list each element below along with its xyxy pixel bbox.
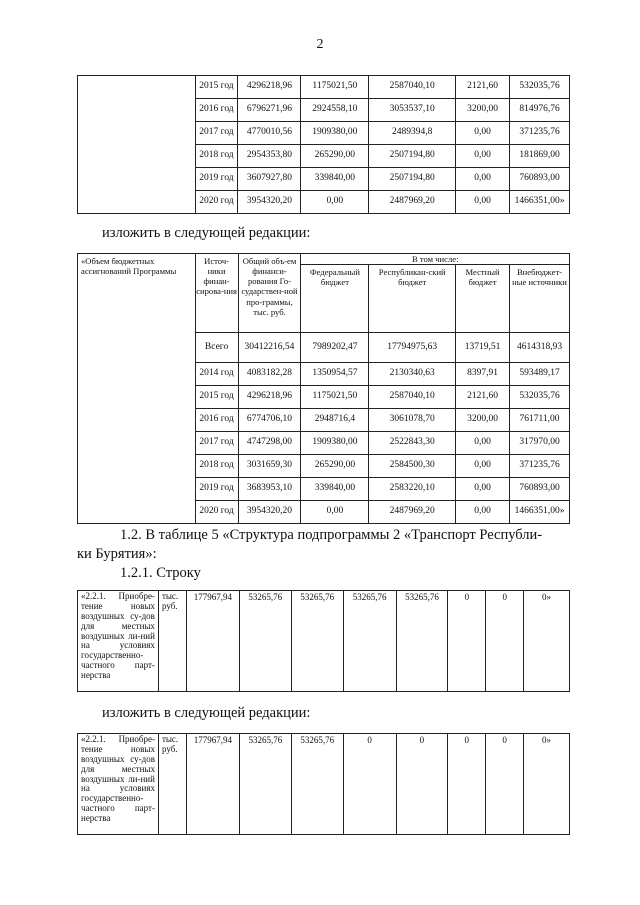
value-cell: 0 — [343, 734, 396, 835]
value-cell: 0 — [448, 591, 486, 692]
total-cell: 6774706,10 — [238, 409, 301, 432]
header-total: Общий объ-ем финанси-рования Го-сударствен-ной про-граммы, тыс. руб. — [238, 254, 301, 333]
value-cell: 53265,76 — [239, 591, 291, 692]
republic-cell: 2587040,10 — [369, 76, 456, 99]
header-extrabudget: Внебюджет-ные источники — [510, 265, 570, 333]
instruction-text-2: изложить в следующей редакции: — [102, 705, 311, 721]
value-cell: 0» — [524, 734, 570, 835]
extrabudget-cell: 371235,76 — [510, 455, 570, 478]
extrabudget-cell: 532035,76 — [510, 386, 570, 409]
total-cell: 4083182,28 — [238, 363, 301, 386]
value-cell: 177967,94 — [186, 734, 239, 835]
federal-cell: 1909380,00 — [301, 432, 369, 455]
year-cell: 2015 год — [195, 386, 238, 409]
value-cell: 53265,76 — [239, 734, 291, 835]
extrabudget-cell: 760893,00 — [510, 168, 570, 191]
local-cell: 2121,60 — [456, 386, 510, 409]
total-cell: 3031659,30 — [238, 455, 301, 478]
total-cell: 30412216,54 — [238, 333, 301, 363]
extrabudget-cell: 181869,00 — [510, 145, 570, 168]
value-cell: 53265,76 — [291, 591, 343, 692]
empty-label-cell — [78, 76, 196, 214]
value-cell: 177967,94 — [186, 591, 239, 692]
section-1-2-1-text: 1.2.1. Строку — [120, 565, 201, 581]
republic-cell: 2583220,10 — [369, 478, 456, 501]
year-cell: 2019 год — [195, 168, 238, 191]
total-cell: 3954320,20 — [238, 191, 301, 214]
year-cell: 2014 год — [195, 363, 238, 386]
section-1-2-line-1: 1.2. В таблице 5 «Структура подпрограммы 2 «Транспорт Республи- — [120, 527, 543, 543]
value-cell: 0 — [396, 734, 448, 835]
total-cell: 4747298,00 — [238, 432, 301, 455]
header-republic: Республикан-ский бюджет — [369, 265, 456, 333]
extrabudget-cell: 371235,76 — [510, 122, 570, 145]
local-cell: 3200,00 — [456, 409, 510, 432]
republic-cell: 2487969,20 — [369, 501, 456, 524]
federal-cell: 7989202,47 — [301, 333, 369, 363]
extrabudget-cell: 814976,76 — [510, 99, 570, 122]
header-sources: Источ-ники финан-сирова-ния — [195, 254, 238, 333]
section-1-2-line-2: ки Бурятия»: — [77, 546, 157, 562]
federal-cell: 2924558,10 — [301, 99, 369, 122]
total-cell: 3607927,80 — [238, 168, 301, 191]
total-cell: 3683953,10 — [238, 478, 301, 501]
year-cell: 2017 год — [195, 122, 238, 145]
federal-cell: 0,00 — [301, 191, 369, 214]
republic-cell: 2487969,20 — [369, 191, 456, 214]
federal-cell: 1175021,50 — [301, 76, 369, 99]
total-cell: 6796271,96 — [238, 99, 301, 122]
republic-cell: 3061078,70 — [369, 409, 456, 432]
measure-name: «2.2.1. Приобре-тение новых воздушных су-дов для местных воздушных ли-ний на условиях государственно-частного парт-нерства — [78, 591, 159, 692]
republic-cell: 2522843,30 — [369, 432, 456, 455]
federal-cell: 2948716,4 — [301, 409, 369, 432]
extrabudget-cell: 317970,00 — [510, 432, 570, 455]
local-cell: 0,00 — [456, 122, 510, 145]
local-cell: 8397,91 — [456, 363, 510, 386]
federal-cell: 265290,00 — [301, 145, 369, 168]
value-cell: 53265,76 — [396, 591, 448, 692]
total-cell: 2954353,80 — [238, 145, 301, 168]
year-cell: 2016 год — [195, 409, 238, 432]
year-cell: 2018 год — [195, 145, 238, 168]
local-cell: 0,00 — [456, 432, 510, 455]
funding-table-old — [77, 75, 570, 214]
table-row — [78, 76, 570, 99]
year-cell: 2018 год — [195, 455, 238, 478]
year-cell: Всего — [195, 333, 238, 363]
section-1-2-text — [77, 527, 570, 563]
extrabudget-cell: 532035,76 — [510, 76, 570, 99]
header-local: Местный бюджет — [456, 265, 510, 333]
unit-cell: тыс. руб. — [158, 734, 186, 835]
value-cell: 0 — [486, 591, 524, 692]
year-cell: 2015 год — [195, 76, 238, 99]
year-cell: 2017 год — [195, 432, 238, 455]
federal-cell: 0,00 — [301, 501, 369, 524]
federal-cell: 1909380,00 — [301, 122, 369, 145]
federal-cell: 265290,00 — [301, 455, 369, 478]
extrabudget-cell: 593489,17 — [510, 363, 570, 386]
page-number: 2 — [316, 37, 324, 52]
year-cell: 2020 год — [195, 501, 238, 524]
republic-cell: 2507194,80 — [369, 145, 456, 168]
budget-allocation-label: «Объем бюджетных ассигнований Программы — [78, 254, 196, 524]
extrabudget-cell: 1466351,00» — [510, 501, 570, 524]
republic-cell: 2587040,10 — [369, 386, 456, 409]
instruction-text-1: изложить в следующей редакции: — [102, 225, 311, 241]
extrabudget-cell: 1466351,00» — [510, 191, 570, 214]
republic-cell: 17794975,63 — [369, 333, 456, 363]
local-cell: 0,00 — [456, 478, 510, 501]
unit-cell: тыс. руб. — [158, 591, 186, 692]
local-cell: 0,00 — [456, 168, 510, 191]
year-cell: 2020 год — [195, 191, 238, 214]
value-cell: 0 — [448, 734, 486, 835]
year-cell: 2019 год — [195, 478, 238, 501]
subprogram-row-old — [77, 590, 570, 692]
local-cell: 13719,51 — [456, 333, 510, 363]
local-cell: 0,00 — [456, 501, 510, 524]
value-cell: 0» — [524, 591, 570, 692]
republic-cell: 2489394,8 — [369, 122, 456, 145]
federal-cell: 1350954,57 — [301, 363, 369, 386]
value-cell: 53265,76 — [291, 734, 343, 835]
republic-cell: 2507194,80 — [369, 168, 456, 191]
year-cell: 2016 год — [195, 99, 238, 122]
federal-cell: 1175021,50 — [301, 386, 369, 409]
local-cell: 2121,60 — [456, 76, 510, 99]
measure-name: «2.2.1. Приобре-тение новых воздушных су-дов для местных воздушных ли-ний на условиях государственно-частного парт-нерства — [78, 734, 159, 835]
header-including: В том числе: — [301, 254, 570, 265]
header-federal: Федеральный бюджет — [301, 265, 369, 333]
total-cell: 4296218,96 — [238, 76, 301, 99]
local-cell: 0,00 — [456, 455, 510, 478]
local-cell: 0,00 — [456, 191, 510, 214]
subprogram-row-new — [77, 733, 570, 835]
total-cell: 4770010,56 — [238, 122, 301, 145]
extrabudget-cell: 4614318,93 — [510, 333, 570, 363]
funding-table-new — [77, 253, 570, 524]
local-cell: 3200,00 — [456, 99, 510, 122]
extrabudget-cell: 761711,00 — [510, 409, 570, 432]
republic-cell: 2584500,30 — [369, 455, 456, 478]
republic-cell: 3053537,10 — [369, 99, 456, 122]
federal-cell: 339840,00 — [301, 478, 369, 501]
total-cell: 3954320,20 — [238, 501, 301, 524]
value-cell: 53265,76 — [343, 591, 396, 692]
republic-cell: 2130340,63 — [369, 363, 456, 386]
federal-cell: 339840,00 — [301, 168, 369, 191]
value-cell: 0 — [486, 734, 524, 835]
total-cell: 4296218,96 — [238, 386, 301, 409]
extrabudget-cell: 760893,00 — [510, 478, 570, 501]
local-cell: 0,00 — [456, 145, 510, 168]
